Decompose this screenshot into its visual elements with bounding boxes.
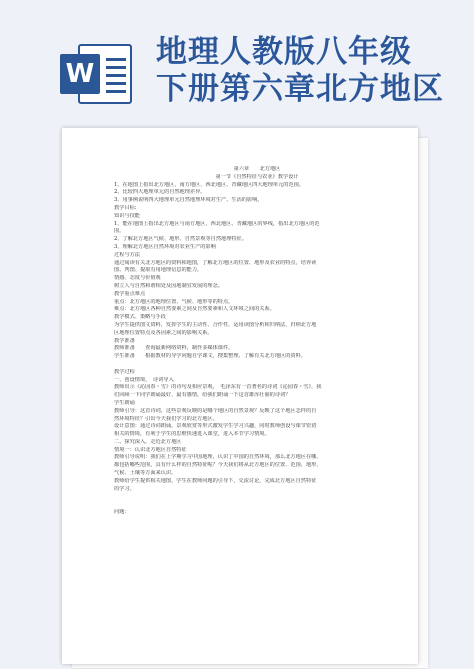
title-line-1: 地理人教版八年级	[156, 34, 412, 70]
page-title	[156, 34, 466, 108]
chapter-heading: 第六章 北方地区	[233, 166, 281, 172]
document-line: 教学模式、策略与手段	[114, 314, 166, 321]
document-line: 教师准备 查询最新网络资料，制作多媒体课件。	[114, 345, 234, 352]
document-line: 围。	[114, 228, 125, 235]
document-line	[114, 493, 400, 501]
document-line: 图、判图、提取有用地理信息的能力。	[114, 267, 203, 274]
document-line: 教学准备	[114, 337, 135, 344]
document-line: 情境一：认识北方地区自然特征	[114, 446, 187, 453]
document-line: 气候、土壤等方面来认识。	[114, 470, 177, 477]
document-line: 相关的情境，有利于学生的思维快速进入课堂，进入本节学习情境。	[114, 431, 270, 438]
document-line: 通过阅读有关北方地区的资料和地图，了解北方地区的位置、地形及农业的特点，培养读	[114, 259, 317, 266]
document-line: 情感、态度与价值观	[114, 275, 161, 282]
document-line: 为学生提供图文资料，发挥学生的主动性、合作性，运用读图分析和归纳法，归纳北方地	[114, 321, 317, 328]
document-content	[114, 166, 400, 517]
document-line: 教师引导说明：我们在上学期学习中国地理，认识了中国的自然环境，那么北方地区在哪，	[114, 454, 322, 461]
document-page	[62, 128, 418, 664]
document-line: 3、理解北方地区自然环境对农业生产的影响	[114, 243, 216, 250]
document-line: 教学过程	[114, 368, 135, 375]
document-line: 教学重点难点	[114, 290, 146, 297]
document-line: 教师出示《沁园春・雪》的诗句及相应景观， 毛泽东有一首著名的诗词《沁园春・雪》，我	[114, 384, 322, 391]
document-line: 然环境特征？引出今天我们学习的北方地区。	[114, 415, 218, 422]
document-line: 难点：北方地区各种自然要素之间及自然要素和人文环境之间的关系。	[114, 306, 275, 313]
document-line: 问题：	[114, 509, 130, 516]
document-line: 教师给学生提供相关地图，学生在教师问题的引导下，交流讨论，完成北方地区自然特征	[114, 477, 317, 484]
document-line: 3、用事例说明四大地理单元自然地理环境对生产、生活的影响。	[114, 197, 263, 204]
document-line: 的学习。	[114, 485, 135, 492]
document-line: 过程与方法	[114, 251, 140, 258]
document-line: 一、创设情境， 诗词导入	[114, 376, 174, 383]
document-line: 1、在地图上指出北方地区、南方地区、西北地区、青藏地区四大地理单元的范围。	[114, 181, 305, 188]
document-line: 1、能在地图上指出北方地区与南方地区、西北地区、青藏地区的界线，指出北方地区的范	[114, 220, 320, 227]
title-line-2: 下册第六章北方地区	[156, 71, 444, 107]
document-line: 教师引导：这首诗词，这些景观反映的是哪个地区的自然景观？反映了这个地区怎样的自	[114, 407, 317, 414]
document-line: 都包括哪些范围，具有什么样的自然特征呢？今天我们将从北方地区的位置、范围、地形、	[114, 462, 322, 469]
document-line: 二、探究深入，走近北方地区	[114, 438, 182, 445]
document-line: 2、了解北方地区气候、地形、自然景观等自然地理特征。	[114, 236, 247, 243]
document-line: 学生朗诵	[114, 399, 135, 406]
document-line: 区地理位置特点及各因素之间的影响关系。	[114, 329, 213, 336]
word-w-icon: W	[60, 54, 100, 94]
document-line: 重点：北方地区的地理位置、气候、地形等的特点。	[114, 298, 234, 305]
document-line: 们回顾一下同学朗诵最好、最有感情，给我们朗诵一下这首雄浑壮丽的诗词？	[114, 392, 291, 399]
document-lines	[114, 182, 400, 517]
document-line: 树立人与自然和谐相处及因地制宜发展的理念。	[114, 282, 223, 289]
document-line	[114, 361, 400, 369]
document-line: 2、比较四大地理单元的自然地理差异。	[114, 189, 206, 196]
section-heading: 第一节《自然特征与农业》教学设计	[215, 173, 299, 180]
document-line	[114, 501, 400, 509]
document-line: 学生准备 根据教材的导学问题自学课文，搜集整理、了解有关北方地区的资料。	[114, 353, 306, 360]
word-document-icon	[60, 44, 134, 104]
header-banner	[0, 0, 474, 120]
document-line: 设计意图：通过诗词朗诵，景观欣赏等形式激发学生学习兴趣，同时教师创设与课节密切	[114, 423, 317, 430]
document-line: 知识与技能	[114, 212, 140, 219]
document-line: 教学目标:	[114, 204, 137, 211]
